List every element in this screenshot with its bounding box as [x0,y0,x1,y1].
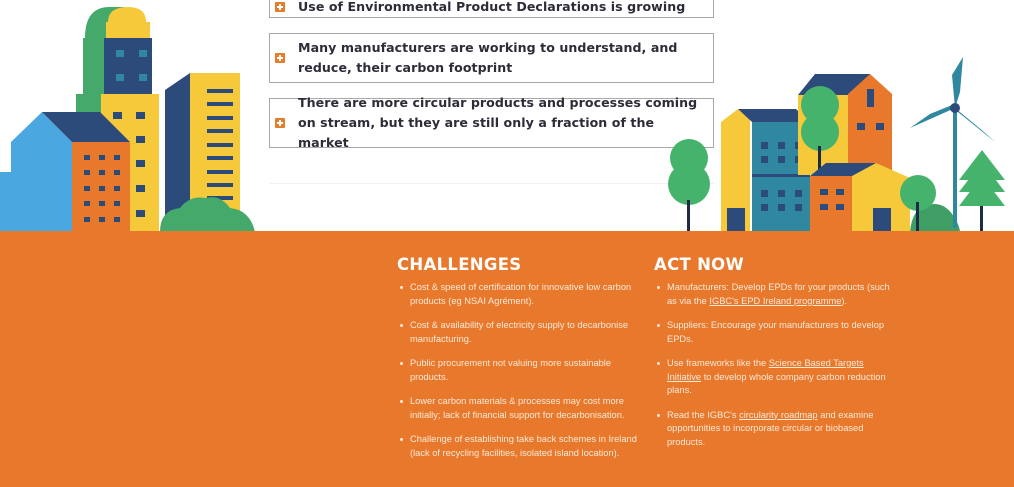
circularity-roadmap-link[interactable]: circularity roadmap [739,409,818,420]
accordion-item-label: There are more circular products and processes coming on stream, but they are still only a fraction of the market [298,95,698,150]
challenges-section [397,255,637,471]
challenges-list [397,281,637,460]
accordion-item-label: Use of Environmental Product Declarations is growing [298,0,686,14]
divider [270,183,714,184]
list-item: Lower carbon materials & processes may cost more initially; lack of financial support for decarbonisation. [397,395,637,422]
list-item: Challenge of establishing take back schemes in Ireland (lack of recycling facilities, isolated island location). [397,433,637,460]
challenges-heading: CHALLENGES [397,255,522,274]
accordion-item-circular[interactable] [269,95,714,150]
plus-square-icon [275,118,285,128]
act-now-heading: ACT NOW [654,255,745,274]
accordion-item-epd[interactable] [269,0,714,18]
act-now-list [654,281,894,449]
plus-square-icon [275,2,285,12]
igbc-epd-ireland-link[interactable]: IGBC's EPD Ireland programme [709,295,842,306]
list-item: Read the IGBC's circularity roadmap and examine opportunities to incorporate circular or biobased products. [654,409,894,450]
list-item: Use frameworks like the Science Based Targets Initiative to develop whole company carbon reduction plans. [654,357,894,398]
list-item: Cost & speed of certification for innovative low carbon products (eg NSAI Agrément). [397,281,637,308]
list-item: Public procurement not valuing more sustainable products. [397,357,637,384]
accordion-item-label: Many manufacturers are working to understand, and reduce, their carbon footprint [298,40,678,75]
town-windmill-illustration-right [660,50,1014,232]
plus-square-icon [275,53,285,63]
act-now-section [654,255,894,460]
accordion-item-manufacturers[interactable] [269,33,714,83]
top-section [0,0,1014,231]
list-item: Manufacturers: Develop EPDs for your products (such as via the IGBC's EPD Ireland programme). [654,281,894,308]
list-item: Cost & availability of electricity supply to decarbonise manufacturing. [397,319,637,346]
list-item: Suppliers: Encourage your manufacturers to develop EPDs. [654,319,894,346]
science-based-targets-link[interactable]: Science Based Targets Initiative [667,358,864,382]
city-buildings-illustration-left [0,0,260,232]
